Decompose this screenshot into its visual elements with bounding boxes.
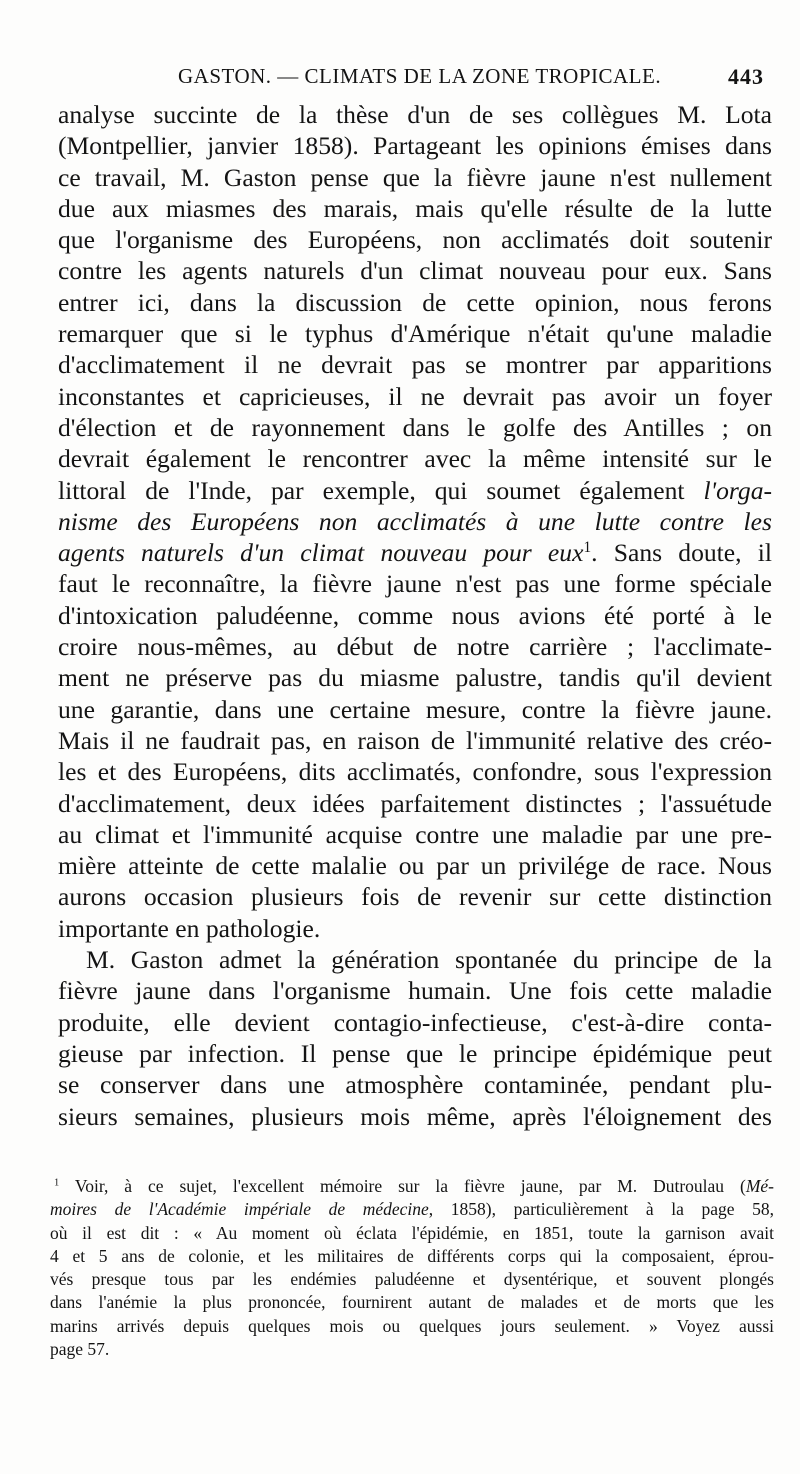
text-line: sieurs semaines, plusieurs mois même, après l'éloignement des xyxy=(58,1101,772,1131)
text-segment: , 1858), particulièrement à la page 58, xyxy=(428,1199,774,1220)
text-line: d'acclimatement, deux idées parfaitement distinctes ; l'assuétude xyxy=(58,788,772,818)
text-segment: littoral de l'Inde, par exemple, qui soumet également xyxy=(58,475,685,505)
text-line: fièvre jaune dans l'organisme humain. Une fois cette maladie xyxy=(58,976,772,1006)
text-line-mixed xyxy=(58,537,772,568)
italic-segment: l'orga- xyxy=(703,475,772,505)
italic-segment: nisme des Européens non acclimatés à une lutte contre les xyxy=(58,506,772,536)
text-line: remarquer que si le typhus d'Amérique n'était qu'une maladie xyxy=(58,319,772,349)
text-line: mière atteinte de cette malalie ou par un privilége de race. Nous xyxy=(58,851,772,881)
text-line: faut le reconnaître, la fièvre jaune n'est pas une forme spéciale xyxy=(58,569,772,599)
text-segment: Voir, à ce sujet, l'excellent mémoire sur la fièvre jaune, par M. Dutroulau ( xyxy=(74,1176,746,1196)
text-line: inconstantes et capricieuses, il ne devrait pas avoir un foyer xyxy=(58,381,772,411)
footnote-line: dans l'anémie la plus prononcée, fournirent autant de malades et de morts que les xyxy=(50,1292,774,1313)
italic-segment: moires de l'Académie impériale de médecine xyxy=(50,1199,429,1220)
text-line: que l'organisme des Européens, non acclimatés doit soutenir xyxy=(58,225,772,255)
text-line: d'intoxication paludéenne, comme nous avions été porté à le xyxy=(58,600,772,630)
text-line: au climat et l'immunité acquise contre une maladie par une pre- xyxy=(58,819,772,849)
footnote-line: marins arrivés depuis quelques mois ou quelques jours seulement. » Voyez aussi xyxy=(50,1315,774,1336)
text-line: ce travail, M. Gaston pense que la fièvre jaune n'est nullement xyxy=(58,162,772,192)
footnote-marker: 1 xyxy=(54,1177,60,1189)
text-segment: . Sans doute, il xyxy=(591,538,772,568)
footnote-line xyxy=(50,1175,774,1198)
text-line: M. Gaston admet la génération spontanée du principe de la xyxy=(86,945,772,975)
text-line: se conserver dans une atmosphère contaminée, pendant plu- xyxy=(58,1070,772,1100)
text-line: contre les agents naturels d'un climat nouveau pour eux. Sans xyxy=(58,256,772,286)
footnote-line: 4 et 5 ans de colonie, et les militaires de différents corps qui la composaient, éprou- xyxy=(50,1245,774,1266)
italic-segment: Mé- xyxy=(745,1176,774,1196)
text-line: gieuse par infection. Il pense que le principe épidémique peut xyxy=(58,1038,772,1068)
text-line: une garantie, dans une certaine mesure, contre la fièvre jaune. xyxy=(58,694,772,724)
text-line: (Montpellier, janvier 1858). Partageant les opinions émises dans xyxy=(58,131,772,161)
footnote-reference[interactable]: 1 xyxy=(583,538,592,556)
text-line-italic xyxy=(58,506,772,537)
running-head xyxy=(60,64,770,94)
text-line: les et des Européens, dits acclimatés, confondre, sous l'expression xyxy=(58,757,772,787)
text-line: produite, elle devient contagio-infectieuse, c'est-à-dire conta- xyxy=(58,1007,772,1037)
footnote-line xyxy=(50,1198,774,1221)
italic-segment: agents naturels d'un climat nouveau pour eux xyxy=(58,538,584,568)
text-line: aurons occasion plusieurs fois de revenir sur cette distinction xyxy=(58,882,772,912)
footnote-line: où il est dit : « Au moment où éclata l'épidémie, en 1851, toute la garnison avait xyxy=(50,1222,774,1243)
text-line: Mais il ne faudrait pas, en raison de l'immunité relative des créo- xyxy=(58,725,772,755)
text-line: importante en pathologie. xyxy=(58,913,321,943)
text-line: d'élection et de rayonnement dans le golfe des Antilles ; on xyxy=(58,412,772,442)
text-line: devrait également le rencontrer avec la même intensité sur le xyxy=(58,444,772,474)
running-title: GASTON. — CLIMATS DE LA ZONE TROPICALE. xyxy=(178,64,662,88)
text-line: due aux miasmes des marais, mais qu'elle résulte de la lutte xyxy=(58,193,772,223)
footnote xyxy=(50,1175,774,1361)
text-line: d'acclimatement il ne devrait pas se montrer par apparitions xyxy=(58,350,772,380)
text-line: croire nous-mêmes, au début de notre carrière ; l'acclimate- xyxy=(58,632,772,662)
text-line: analyse succinte de la thèse d'un de ses collègues M. Lota xyxy=(58,100,772,129)
footnote-line: page 57. xyxy=(50,1339,110,1360)
body-text xyxy=(58,99,772,1132)
footnote-line: vés presque tous par les endémies paludéenne et dysentérique, et souvent plongés xyxy=(50,1269,774,1290)
text-line: ment ne préserve pas du miasme palustre, tandis qu'il devient xyxy=(58,663,772,693)
page-number: 443 xyxy=(728,64,764,89)
text-line-mixed xyxy=(58,475,772,506)
text-line: entrer ici, dans la discussion de cette opinion, nous ferons xyxy=(58,287,772,317)
